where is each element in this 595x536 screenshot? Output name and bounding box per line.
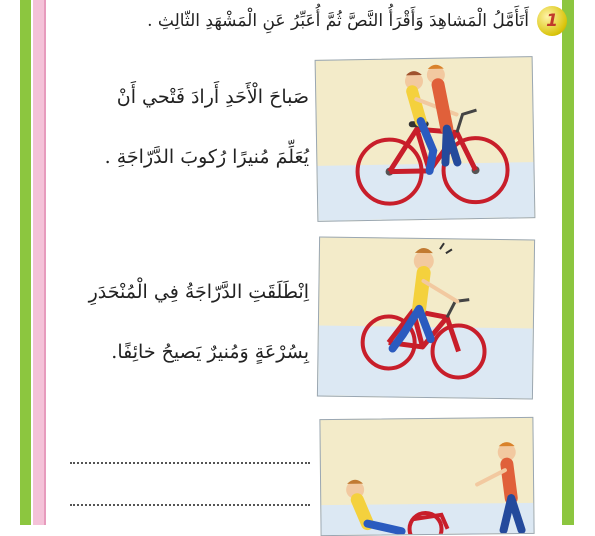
scene-3-illustration (319, 417, 534, 536)
left-green-border (20, 0, 31, 525)
answer-line-1[interactable] (70, 462, 310, 464)
scene-2-illustration (317, 236, 535, 399)
scene-2-text-line-2: بِسُرْعَةٍ وَمُنيرٌ يَصيحُ خائِفًا. (111, 341, 309, 363)
scene-2-drawing (318, 238, 534, 399)
right-green-border (562, 0, 574, 525)
exercise-number: 1 (546, 11, 558, 31)
scene-3-drawing (320, 418, 533, 535)
instruction-text: أَتَأَمَّلُ الْمَشاهِدَ وَأَقْرَأُ النَّصَّ ثُمَّ أُعَبِّرُ عَنِ الْمَشْهَدِ الثّالِثِ . (147, 11, 529, 31)
scene-2-text-line-1: اِنْطَلَقَتِ الدَّرّاجَةُ فِي الْمُنْحَدَرِ (88, 281, 309, 303)
answer-line-2[interactable] (70, 504, 310, 506)
exercise-instruction (147, 4, 567, 38)
scene-1-text-line-1: صَباحَ الْأَحَدِ أَرادَ فَتْحي أَنْ (116, 86, 309, 108)
scene-1-drawing (316, 57, 535, 221)
scene-1-illustration (315, 56, 536, 222)
exercise-number-badge (537, 6, 567, 36)
left-pink-margin (33, 0, 46, 525)
scene-1-text-line-2: يُعَلِّمَ مُنيرًا رُكوبَ الدَّرّاجَةِ . (104, 146, 309, 168)
